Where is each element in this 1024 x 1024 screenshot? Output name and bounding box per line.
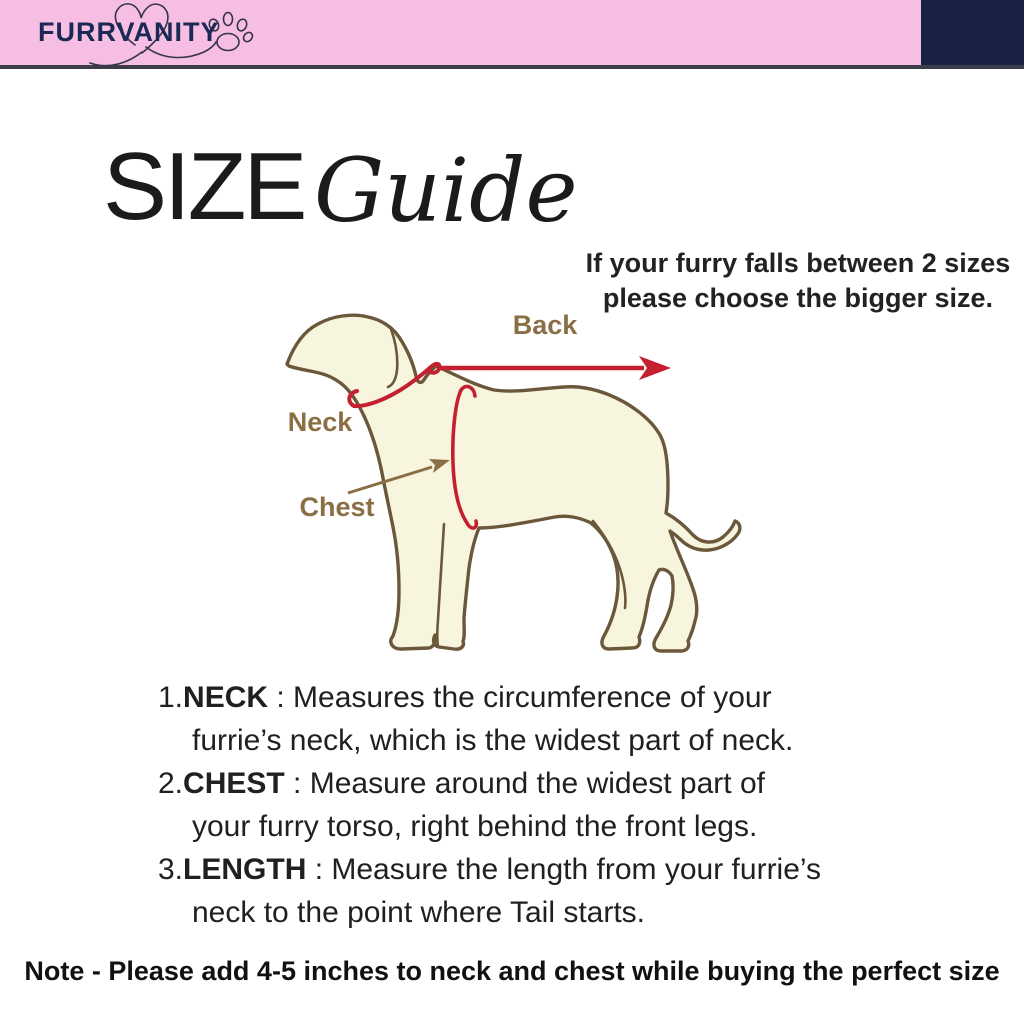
item-desc: : Measures the circumference of your furrie’s neck, which is the widest part of neck. [192, 681, 794, 757]
item-number: 2. [158, 767, 184, 800]
header [0, 0, 1024, 65]
brand-logo [15, 0, 265, 66]
item-number: 1. [158, 681, 184, 714]
measure-item-chest [158, 762, 830, 848]
measure-item-neck [158, 676, 830, 762]
item-number: 3. [158, 853, 184, 886]
item-desc: : Measure the length from your furrie’s neck to the point where Tail starts. [192, 853, 822, 929]
dog-body [287, 315, 740, 651]
measurement-list [158, 676, 830, 934]
measure-item-length [158, 848, 830, 934]
back-label: Back [512, 310, 578, 340]
size-advice-line1: If your furry falls between 2 sizes [585, 248, 1011, 278]
page-title-guide: Guide [314, 139, 578, 242]
brand-name: FURRVANITY [38, 17, 220, 47]
back-measure-arrow [437, 356, 671, 380]
neck-label: Neck [287, 407, 353, 437]
header-accent-block [921, 0, 1024, 65]
chest-label: Chest [299, 492, 375, 522]
item-term: NECK [183, 681, 269, 714]
item-term: CHEST [183, 767, 285, 800]
size-advice-line2: please choose the bigger size. [602, 283, 994, 313]
page-title-size: SIZE [103, 133, 305, 240]
dog-illustration [260, 300, 780, 680]
footer-note: Note - Please add 4-5 inches to neck and chest while buying the perfect size [24, 956, 1000, 986]
item-desc: : Measure around the widest part of your furry torso, right behind the front legs. [192, 767, 765, 843]
item-term: LENGTH [183, 853, 307, 886]
